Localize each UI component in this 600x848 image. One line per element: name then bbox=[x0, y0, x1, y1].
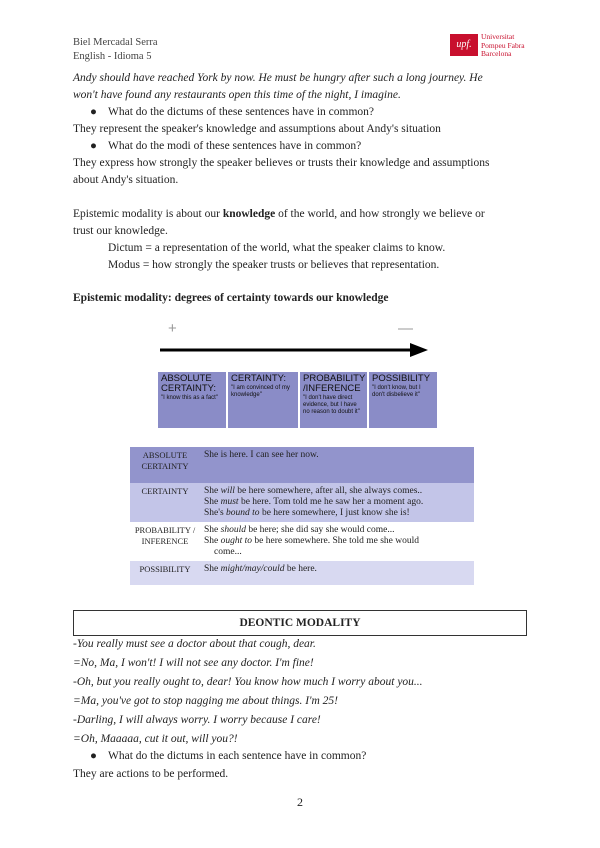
table-row bbox=[130, 522, 474, 561]
example-line-1: Andy should have reached York by now. He must be hungry after such a long journey. He bbox=[73, 72, 483, 84]
dialogue-line-3: -Oh, but you really ought to, dear! You know how much I worry about you... bbox=[73, 676, 423, 688]
table-row bbox=[130, 447, 474, 483]
degree-possibility bbox=[369, 372, 437, 428]
question-2-text: What do the modi of these sentences have in common? bbox=[108, 140, 362, 152]
scale-minus: — bbox=[398, 320, 413, 337]
bullet-icon: ● bbox=[90, 106, 97, 118]
degree-title: POSSIBILITY bbox=[372, 373, 431, 384]
scale-plus: + bbox=[168, 320, 177, 337]
modality-examples-table bbox=[130, 447, 474, 585]
deontic-question-item bbox=[90, 748, 366, 764]
degree-absolute-certainty bbox=[158, 372, 226, 428]
dialogue-line-4: =Ma, you've got to stop nagging me about things. I'm 25! bbox=[73, 695, 339, 707]
def-pre: Epistemic modality is about our bbox=[73, 208, 223, 220]
row-label: CERTAINTY bbox=[141, 486, 189, 496]
header-author: Biel Mercadal Serra bbox=[73, 37, 158, 48]
logo-text bbox=[481, 33, 525, 59]
logo-line-3: Barcelona bbox=[481, 49, 512, 58]
deontic-heading: DEONTIC MODALITY bbox=[73, 610, 527, 636]
header-course: English - Idioma 5 bbox=[73, 51, 152, 62]
table-row bbox=[130, 561, 474, 585]
row-label: POSSIBILITY bbox=[139, 564, 191, 574]
logo-line-1: Universitat bbox=[481, 32, 515, 41]
answer-1: They represent the speaker's knowledge and assumptions about Andy's situation bbox=[73, 123, 441, 135]
answer-2-line-2: about Andy's situation. bbox=[73, 174, 179, 186]
degree-sub: "I don't have direct evidence, but I have no reason to doubt it" bbox=[303, 395, 360, 415]
row-label: ABSOLUTE CERTAINTY bbox=[141, 450, 189, 471]
row-text: She should be here; she did say she would come... She ought to be here somewhere. She told me she would come... bbox=[204, 525, 420, 557]
certainty-arrow bbox=[160, 342, 430, 358]
row-text: She is here. I can see her now. bbox=[204, 450, 319, 460]
question-1-text: What do the dictums of these sentences have in common? bbox=[108, 106, 375, 118]
degree-title: CERTAINTY: bbox=[231, 373, 287, 384]
def-bold: knowledge bbox=[222, 208, 276, 220]
bullet-icon: ● bbox=[90, 140, 97, 152]
deontic-question-text: What do the dictums in each sentence have in common? bbox=[108, 750, 367, 762]
dialogue-line-2: =No, Ma, I won't! I will not see any doctor. I'm fine! bbox=[73, 657, 314, 669]
row-text: She might/may/could be here. bbox=[204, 564, 317, 574]
page-number: 2 bbox=[297, 795, 303, 809]
modus-definition: Modus = how strongly the speaker trusts or believes that representation. bbox=[108, 259, 440, 271]
epistemic-definition-line-2: trust our knowledge. bbox=[73, 225, 168, 237]
epistemic-definition bbox=[73, 206, 533, 222]
degree-probability bbox=[300, 372, 367, 428]
university-logo bbox=[450, 30, 532, 60]
deontic-answer: They are actions to be performed. bbox=[73, 768, 229, 780]
dictum-definition: Dictum = a representation of the world, what the speaker claims to know. bbox=[108, 242, 446, 254]
degree-title: PROBABILITY /INFERENCE bbox=[303, 373, 366, 394]
row-label: PROBABILITY / INFERENCE bbox=[134, 525, 196, 546]
question-1 bbox=[90, 104, 374, 120]
row-text: She will be here somewhere, after all, she always comes.. She must be here. Tom told me he saw her a moment ago. She's bound to be here somewhere, I just know she is! bbox=[204, 486, 424, 518]
dialogue-line-1: -You really must see a doctor about that cough, dear. bbox=[73, 638, 316, 650]
def-post: of the world, and how strongly we believe or bbox=[275, 208, 485, 220]
question-2 bbox=[90, 138, 361, 154]
degree-sub: "I don't know, but I don't disbelieve it" bbox=[372, 385, 421, 398]
logo-line-2: Pompeu Fabra bbox=[481, 40, 525, 50]
bullet-icon: ● bbox=[90, 750, 97, 762]
example-line-2: won't have found any restaurants open this time of the night, I imagine. bbox=[73, 89, 401, 101]
table-row bbox=[130, 483, 474, 522]
degree-title: ABSOLUTE CERTAINTY: bbox=[161, 373, 217, 394]
answer-2-line-1: They express how strongly the speaker believes or trusts their knowledge and assumptions bbox=[73, 157, 490, 169]
epistemic-heading: Epistemic modality: degrees of certainty towards our knowledge bbox=[73, 292, 389, 304]
degree-certainty bbox=[228, 372, 298, 428]
logo-mark: upf. bbox=[450, 34, 478, 56]
degree-sub: "I know this as a fact" bbox=[161, 395, 218, 401]
degree-sub: "I am convinced of my knowledge" bbox=[231, 385, 290, 398]
dialogue-line-5: -Darling, I will always worry. I worry because I care! bbox=[73, 714, 321, 726]
dialogue-line-6: =Oh, Maaaaa, cut it out, will you?! bbox=[73, 733, 238, 745]
